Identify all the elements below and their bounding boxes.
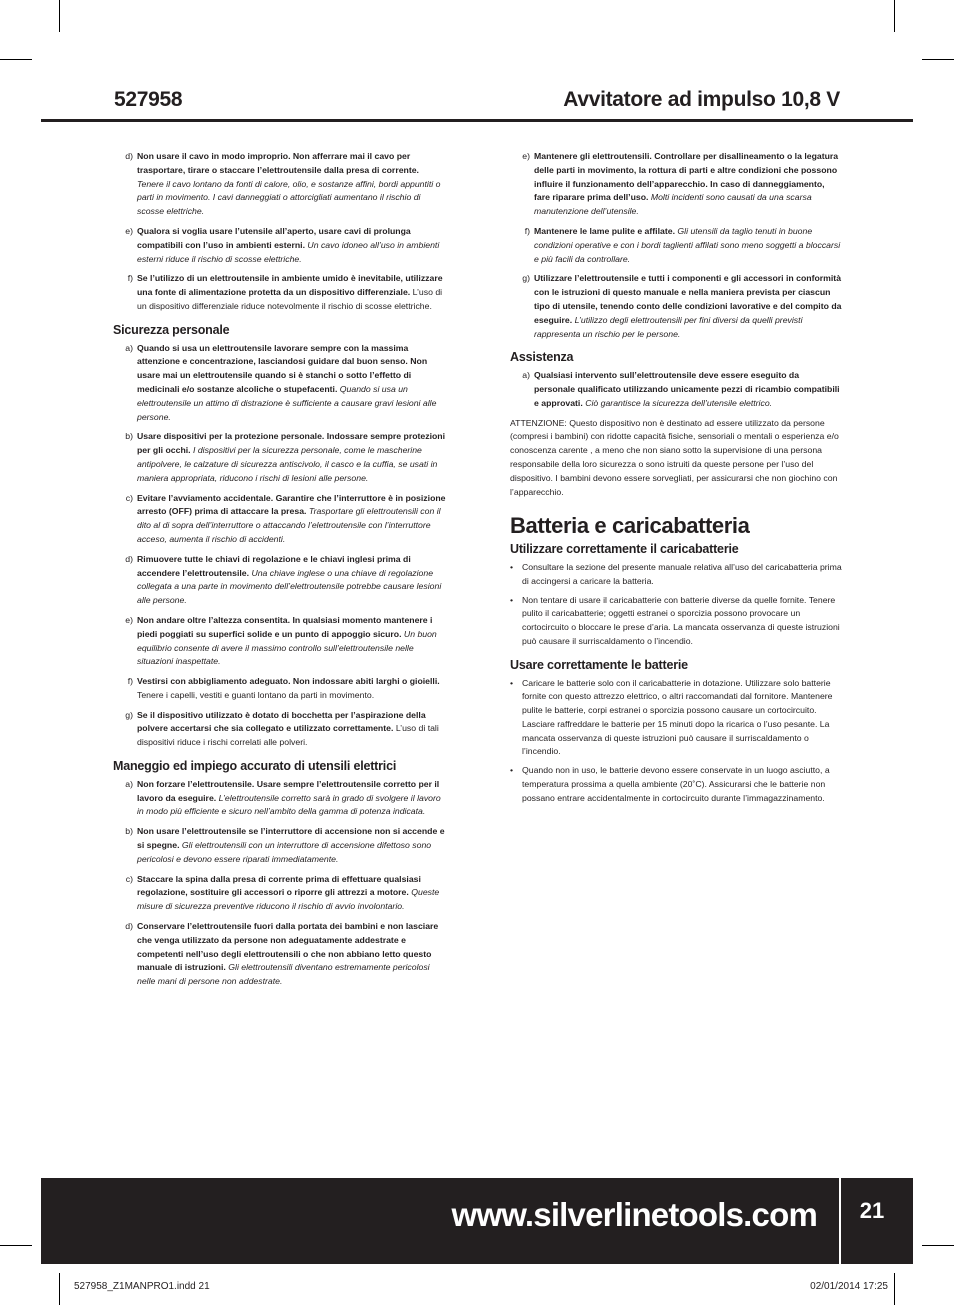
bullets-batteries [510, 677, 842, 806]
item-letter: a) [125, 778, 133, 789]
right-column [510, 150, 842, 811]
item-italic-text: Un cavo idoneo all’uso in ambienti esterni riduce il rischio di scosse elettriche. [137, 239, 440, 264]
bullet-icon: • [510, 561, 514, 572]
item-letter: d) [125, 921, 133, 932]
section-heading-batteries: Usare correttamente le batterie [510, 657, 688, 672]
attention-paragraph: ATTENZIONE: Questo dispositivo non è destinato ad essere utilizzato da persone (compresi i bambini) con ridotte capacità fisiche, sensoriali o mentali o esperienza e/o conoscenza carente , a meno che non siano sotto la supervisione di una persona responsabile della loro sicurezza o sono istruiti da queste persone per l’uso del dispositivo. I bambini devono essere sorvegliati, per assicurarsi che non giochino con l’apparecchio. [510, 417, 839, 497]
item-letter: e) [125, 225, 133, 236]
list-item [113, 675, 446, 703]
crop-mark [894, 1273, 895, 1305]
website-link[interactable]: www.silverlinetools.com [451, 1196, 817, 1233]
footer-separator [839, 1178, 841, 1264]
section-title-battery: Batteria e caricabatteria [510, 513, 750, 539]
item-bold-text: Non usare l’elettroutensile se l’interruttore di accensione non si accende e si spegne. [137, 826, 445, 851]
item-italic-text: Gli elettroutensili diventano estremamente pericolosi nelle mani di persone non addestrate. [137, 962, 430, 987]
bullet-icon: • [510, 765, 514, 776]
item-letter: d) [125, 151, 133, 161]
page-header [41, 86, 913, 120]
item-bold-text: Qualora si voglia usare l’utensile all’aperto, usare cavi di prolunga compatibili con l’uso in ambienti esterni. [137, 225, 411, 250]
item-bold-text: Conservare l’elettroutensile fuori dalla portata dei bambini e non lasciare che venga utilizzato da persone non adeguatamente addestrate e competenti nell’uso degli elettroutensili o che non abbiano letto questo manuale di istruzioni. [137, 921, 439, 973]
item-normal-text: L’uso di tali dispositivi riduce i rischi correlati alle polveri. [137, 723, 439, 748]
list-tool-use [113, 778, 446, 989]
item-italic-text: Gli utensili da taglio tenuti in buone condizioni operative e con i bordi taglienti affilati sono meno soggetti a bloccarsi e più facili da controllare. [534, 225, 841, 264]
item-letter: e) [522, 151, 530, 161]
item-bold-text: Non forzare l’elettroutensile. Usare sempre l’elettroutensile corretto per il lavoro da eseguire. [137, 778, 440, 803]
item-letter: g) [522, 273, 530, 284]
section-heading-service: Assistenza [510, 350, 574, 365]
crop-mark [59, 0, 60, 32]
footer-bar [41, 1178, 913, 1264]
list-item [113, 920, 446, 989]
list-item [113, 778, 446, 819]
item-italic-text: L’elettroutensile corretto sarà in grado di svolgere il lavoro in modo più efficiente e sicuro nell’ambito della gamma di potenza indicata. [137, 792, 441, 817]
item-bold-text: Quando si usa un elettroutensile lavorare sempre con la massima attenzione e concentrazione, lasciandosi guidare dal buon senso. Non usare mai un elettroutensile quando si è stanchi o sotto l’effetto di medicinali e/o sostanze alcoliche o stupefacenti. [137, 342, 428, 394]
item-bold-text: Usare dispositivi per la protezione personale. Indossare sempre protezioni per gli occhi. [137, 431, 446, 456]
left-column [113, 150, 446, 995]
page-number: 21 [859, 1198, 885, 1223]
crop-mark [0, 59, 32, 60]
list-item [113, 225, 446, 266]
list-item [510, 150, 842, 219]
bullet-text: Quando non in uso, le batterie devono essere conservate in un luogo asciutto, a temperatura prossima a quella ambiente (20˚C). Assicurarsi che le batterie non possano entrare accidentalmente in cortocircuito durante l’immagazzinamento. [522, 765, 830, 803]
item-bold-text: Non usare il cavo in modo improprio. Non afferrare mai il cavo per trasportare, tirare o staccare l’elettroutensile dalla presa di corrente. [137, 151, 419, 175]
bullet-icon: • [510, 677, 514, 688]
crop-mark [59, 1273, 60, 1305]
item-letter: b) [125, 431, 133, 442]
model-number: 527958 [114, 88, 183, 111]
slug-filename: 527958_Z1MANPRO1.indd 21 [74, 1281, 210, 1292]
list-item [113, 709, 446, 750]
item-italic-text: Ciò garantisce la sicurezza dell’utensile elettrico. [585, 397, 773, 408]
header-rule [41, 119, 913, 122]
item-bold-text: Se l’utilizzo di un elettroutensile in ambiente umido è inevitabile, utilizzare una fonte di alimentazione protetta da un dispositivo differenziale. [137, 273, 443, 298]
item-bold-text: Mantenere gli elettroutensili. Controllare per disallineamento o la legatura delle parti in movimento, la rottura di parti e altre condizioni che possono influire il funzionamento dell’apparecchio. In caso di danneggiamento, fare riparare prima dell’uso. [534, 151, 839, 203]
item-letter: a) [125, 342, 133, 353]
crop-mark [922, 1245, 954, 1246]
item-bold-text: Staccare la spina dalla presa di corrente prima di effettuare qualsiasi regolazione, sostituire gli accessori o riporre gli attrezzi a motore. [137, 873, 421, 898]
slug-date: 02/01/2014 17:25 [810, 1281, 888, 1292]
section-heading-charger: Utilizzare correttamente il caricabatterie [510, 542, 739, 557]
bullet-item [510, 594, 842, 649]
bullets-charger [510, 561, 842, 649]
item-letter: c) [125, 492, 133, 503]
bullet-text: Non tentare di usare il caricabatterie con batterie diverse da quelle fornite. Tenere pulito il caricabatterie; oggetti estranei o sporcizia possono provocare un cortocircuito o bloccare le prese d’aria. La mancata osservanza di queste istruzioni può causare il surriscaldamento o l’incendio. [522, 594, 840, 646]
item-normal-text: Tenere i capelli, vestiti e guanti lontano da parti in movimento. [137, 689, 375, 700]
list-service [510, 369, 842, 410]
item-italic-text: Queste misure di sicurezza preventive riducono il rischio di avvio involontario. [137, 887, 440, 912]
item-bold-text: Mantenere le lame pulite e affilate. [534, 225, 675, 236]
item-bold-text: Vestirsi con abbigliamento adeguato. Non indossare abiti larghi o gioielli. [137, 676, 440, 687]
item-letter: f) [127, 676, 133, 687]
list-item [113, 430, 446, 485]
bullet-item [510, 764, 842, 805]
item-bold-text: Se il dispositivo utilizzato è dotato di bocchetta per l’aspirazione della polvere accertarsi che sia collegato e utilizzato correttamente. [137, 709, 426, 734]
list-item [113, 150, 446, 219]
list-item [113, 553, 446, 608]
page-title: Avvitatore ad impulso 10,8 V [563, 88, 840, 111]
section-heading-tool-use: Maneggio ed impiego accurato di utensili elettrici [113, 759, 397, 774]
item-letter: f) [524, 225, 530, 236]
list-personal-safety [113, 342, 446, 751]
item-letter: c) [125, 873, 133, 884]
item-letter: b) [125, 826, 133, 837]
list-item [113, 873, 446, 914]
item-italic-text: Tenere il cavo lontano da fonti di calore, olio, e sostanze affini, bordi appuntiti o parti in movimento. I cavi danneggiati o attorcigliati aumentano il rischio di scosse elettriche. [137, 178, 441, 217]
item-italic-text: Trasportare gli elettroutensili con il dito al di sopra dell’interruttore o attaccando l’elettroutensile con l’interruttore acceso, aumenta il rischio di accidenti. [137, 506, 441, 544]
item-italic-text: Gli elettroutensili con un interruttore di accensione difettoso sono pericolosi e devono essere riparati immediatamente. [137, 840, 432, 864]
item-italic-text: Quando si usa un elettroutensile un attimo di distrazione è sufficiente a causare gravi lesioni alle persone. [137, 383, 437, 422]
list-item [113, 342, 446, 425]
crop-mark [894, 0, 895, 32]
item-bold-text: Qualsiasi intervento sull’elettroutensile deve essere eseguito da personale qualificato utilizzando unicamente pezzi di ricambio compatibili e approvati. [534, 370, 840, 408]
item-bold-text: Non andare oltre l’altezza consentita. In qualsiasi momento mantenere i piedi poggiati su superfici solide e un punto di appoggio sicuro. [137, 614, 433, 639]
list-tool-maintenance [510, 150, 842, 341]
item-bold-text: Utilizzare l’elettroutensile e tutti i componenti e gli accessori in conformità con le istruzioni di questo manuale e nella maniera prevista per ciascun tipo di utensile, tenendo conto delle condizioni lavorative e del compito da eseguire. [534, 273, 842, 325]
item-bold-text: Rimuovere tutte le chiavi di regolazione e le chiavi inglesi prima di accendere l’elettroutensile. [137, 553, 411, 578]
item-italic-text: Un buon equilibrio consente di avere il massimo controllo sull’elettroutensile nelle situazioni inaspettate. [137, 628, 437, 667]
list-electrical-safety [113, 150, 446, 314]
item-letter: f) [127, 273, 133, 284]
crop-mark [922, 59, 954, 60]
item-letter: a) [522, 370, 530, 381]
item-bold-text: Evitare l’avviamento accidentale. Garantire che l’interruttore è in posizione arresto (OFF) prima di attaccare la presa. [137, 492, 446, 517]
item-letter: g) [125, 709, 133, 720]
item-letter: e) [125, 614, 133, 625]
list-item [113, 614, 446, 669]
list-item [113, 825, 446, 866]
bullet-icon: • [510, 594, 514, 605]
section-heading-personal-safety: Sicurezza personale [113, 322, 230, 337]
item-italic-text: I dispositivi per la sicurezza personale, come le mascherine antipolvere, le calzature di sicurezza antiscivolo, il casco e la cuffia, se usati in maniera appropriata, riducono i rischi di lesioni alle persone. [137, 445, 438, 483]
crop-mark [0, 1245, 32, 1246]
list-item [510, 272, 842, 341]
list-item [113, 492, 446, 547]
bullet-text: Consultare la sezione del presente manuale relativa all’uso del caricabatteria prima di accingersi a caricare la batteria. [522, 561, 842, 586]
bullet-item [510, 561, 842, 589]
bullet-text: Caricare le batterie solo con il caricabatterie in dotazione. Utilizzare solo batterie fornite con questo attrezzo elettrico, o altri raccomandati dal fornitore. Mantenere pulite le batterie, corpi estranei o sporcizia possono causare un cortocircuito. Lasciare raffreddare le batterie per 15 minuti dopo la ricarica o l’uso pesante. La mancata osservanza di queste istruzioni può causare il surriscaldamento o l’incendio. [522, 677, 833, 757]
list-item [510, 369, 842, 410]
item-letter: d) [125, 553, 133, 564]
item-italic-text: Una chiave inglese o una chiave di regolazione collegata a una parte in movimento dell’elettroutensile potrebbe causare lesioni alle persone. [137, 567, 442, 606]
item-normal-text: L’uso di un dispositivo differenziale riduce notevolmente il rischio di scosse elettriche. [137, 287, 443, 311]
item-italic-text: L’utilizzo degli elettroutensili per fini diversi da quelli previsti rappresenta un rischio per le persone. [534, 314, 803, 339]
bullet-item [510, 677, 842, 760]
item-italic-text: Molti incidenti sono causati da una scarsa manutenzione dell’utensile. [534, 192, 812, 217]
list-item [113, 272, 446, 313]
list-item [510, 225, 842, 266]
